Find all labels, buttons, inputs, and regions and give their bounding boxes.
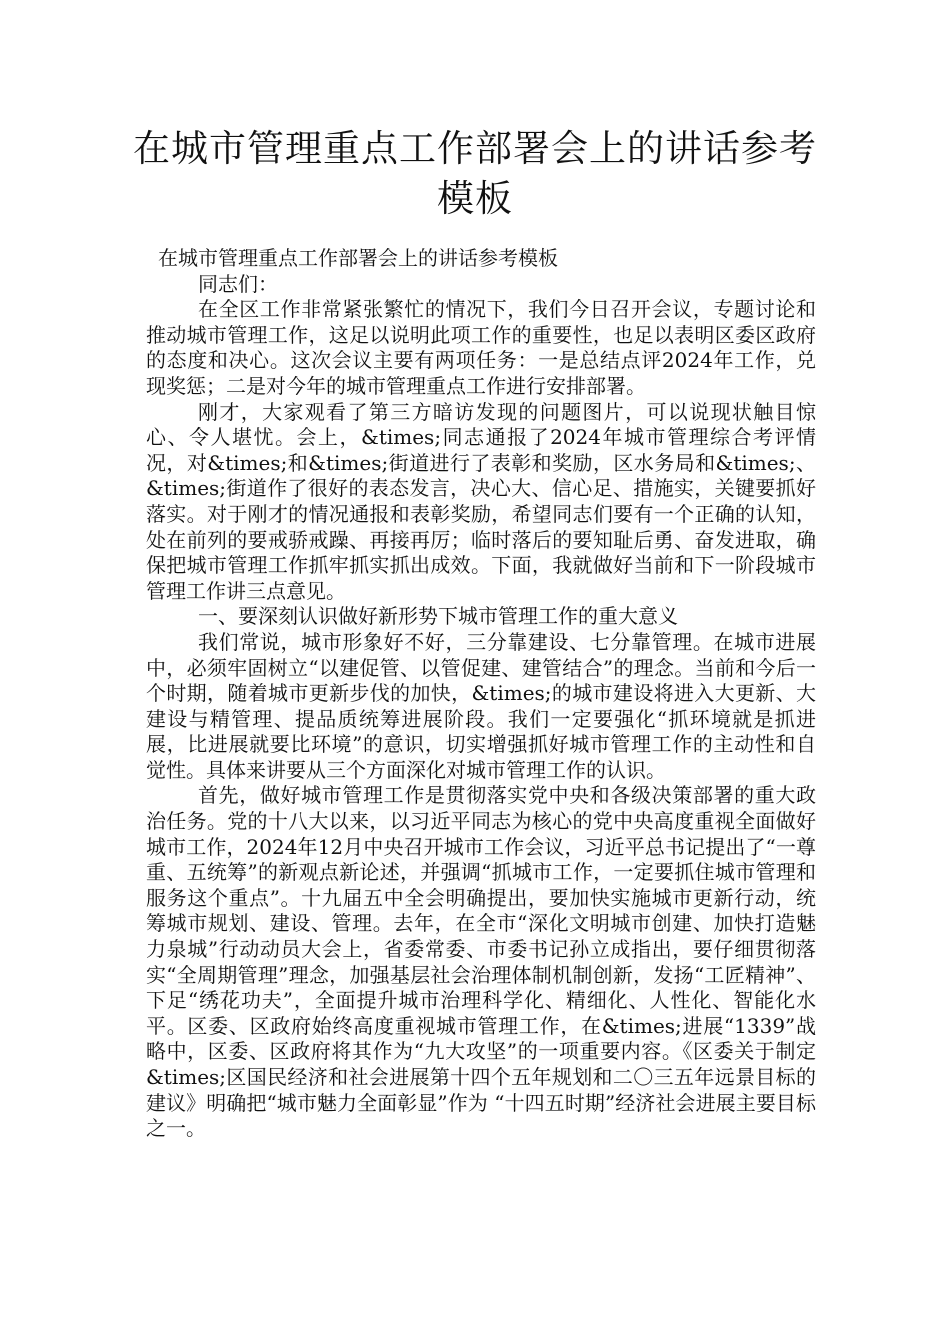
document-subtitle: 在城市管理重点工作部署会上的讲话参考模板 xyxy=(158,246,558,270)
paragraph: 在全区工作非常紧张繁忙的情况下，我们今日召开会议，专题讨论和推动城市管理工作，这足以说明此项工作的重要性，也足以表明区委区政府的态度和决心。这次会议主要有两项任务：一是总结点评2024年工作，兑现奖惩；二是对今年的城市管理重点工作进行安排部署。 xyxy=(146,297,816,398)
paragraph: 刚才，大家观看了第三方暗访发现的问题图片，可以说现状触目惊心、令人堪忧。会上，&times;同志通报了2024年城市管理综合考评情况，对&times;和&times;街道进行了表彰和奖励，区水务局和&times;、&times;街道作了很好的表态发言，决心大、信心足、措施实，关键要抓好落实。对于刚才的情况通报和表彰奖励，希望同志们要有一个正确的认知，处在前列的要戒骄戒躁、再接再厉；临时落后的要知耻后勇、奋发进取，确保把城市管理工作抓牢抓实抓出成效。下面，我就做好当前和下一阶段城市管理工作讲三点意见。 xyxy=(146,399,816,603)
paragraph: 首先，做好城市管理工作是贯彻落实党中央和各级决策部署的重大政治任务。党的十八大以来，以习近平同志为核心的党中央高度重视全面做好城市工作，2024年12月中央召开城市工作会议，习近平总书记提出了“一尊重、五统筹”的新观点新论述，并强调“抓城市工作，一定要抓住城市管理和服务这个重点”。十九届五中全会明确提出，要加快实施城市更新行动，统筹城市规划、建设、管理。去年，在全市“深化文明城市创建、加快打造魅力泉城”行动动员大会上，省委常委、市委书记孙立成指出，要仔细贯彻落实“全周期管理”理念，加强基层社会治理体制机制创新，发扬“工匠精神”、下足“绣花功夫”，全面提升城市治理科学化、精细化、人性化、智能化水平。区委、区政府始终高度重视城市管理工作，在&times;进展“1339”战略中，区委、区政府将其作为“九大攻坚”的一项重要内容。《区委关于制定&times;区国民经济和社会进展第十四个五年规划和二〇三五年远景目标的建议》明确把“城市魅力全面彰显”作为 “十四五时期”经济社会进展主要目标之一。 xyxy=(146,783,816,1141)
document-title: 在城市管理重点工作部署会上的讲话参考模板 xyxy=(133,127,817,220)
paragraph: 我们常说，城市形象好不好，三分靠建设、七分靠管理。在城市进展中，必须牢固树立“以建促管、以管促建、建管结合”的理念。当前和今后一个时期，随着城市更新步伐的加快，&times;的城市建设将进入大更新、大建设与精管理、提品质统筹进展阶段。我们一定要强化“抓环境就是抓进展，比进展就要比环境”的意识，切实增强抓好城市管理工作的主动性和自觉性。具体来讲要从三个方面深化对城市管理工作的认识。 xyxy=(146,629,816,782)
salutation: 同志们： xyxy=(198,271,278,296)
document-body xyxy=(146,246,816,1142)
section-heading: 一、要深刻认识做好新形势下城市管理工作的重大意义 xyxy=(198,604,678,629)
